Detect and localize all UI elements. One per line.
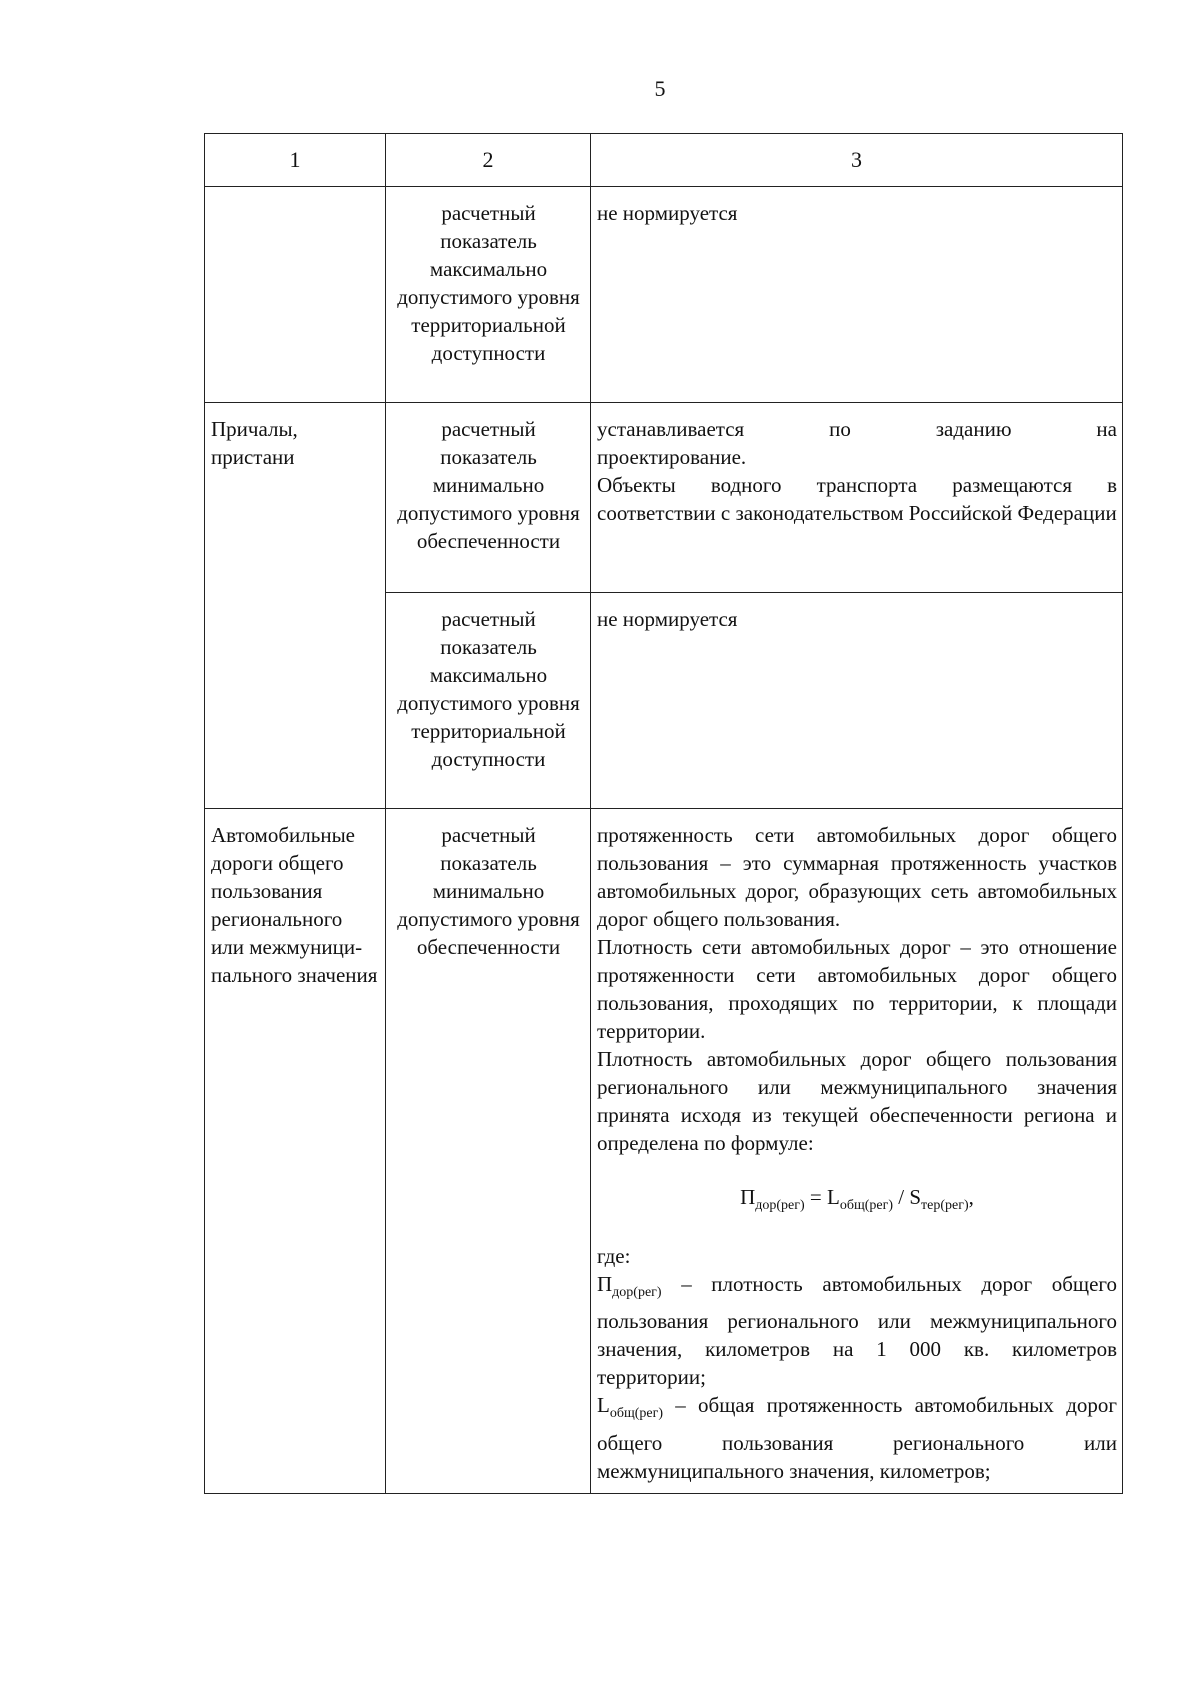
row1-value: не нормируется [591, 187, 1123, 403]
norms-table [204, 133, 1123, 1494]
object-berths: Причалы, пристани [205, 403, 386, 809]
header-col-2: 2 [386, 134, 591, 187]
page-number: 5 [654, 76, 666, 101]
density-formula: $П_{дор(рег)} = L_{общ(рег)} / S_{тер(рег)}$, [740, 1185, 974, 1214]
definition-density-symbol: $П_{дор(рег)}$ – плотность автомобильных дорог общего пользования регионального или межмуниципального значения, километров на 1 000 кв. километров территории; [597, 1272, 1117, 1390]
where-label: где: [597, 1244, 631, 1269]
row4-indicator: расчетный показатель минимально допустимого уровня обеспеченности [386, 809, 591, 1494]
row2-value [591, 403, 1123, 593]
object-roads: Автомобильные дороги общего пользования регионального или межмуници-пального значения [205, 809, 386, 1494]
row2-value-line2: проектирование. [597, 445, 747, 469]
table-row [205, 187, 1123, 403]
road-density-definition: Плотность сети автомобильных дорог – это отношение протяженности сети автомобильных дорог общего пользования, проходящих по территории, к площади территории. [597, 935, 1117, 1043]
table-row [205, 809, 1123, 1494]
row3-value: не нормируется [591, 593, 1123, 809]
road-network-definition: протяженность сети автомобильных дорог общего пользования – это суммарная протяженность участков автомобильных дорог, образующих сеть автомобильных дорог общего пользования. [597, 823, 1117, 931]
row1-indicator: расчетный показатель максимально допустимого уровня территориальной доступности [386, 187, 591, 403]
row2-value-paragraph2: Объекты водного транспорта размещаются в соответствии с законодательством Российской Федерации [597, 473, 1117, 525]
row4-value [591, 809, 1123, 1494]
header-col-3: 3 [591, 134, 1123, 187]
row3-indicator: расчетный показатель максимально допустимого уровня территориальной доступности [386, 593, 591, 809]
road-density-method: Плотность автомобильных дорог общего пользования регионального или межмуниципального значения принята исходя из текущей обеспеченности региона и определена по формуле: [597, 1047, 1117, 1155]
row2-indicator: расчетный показатель минимально допустимого уровня обеспеченности [386, 403, 591, 593]
header-col-1: 1 [205, 134, 386, 187]
definition-length-symbol: $L_{общ(рег)}$ – общая протяженность автомобильных дорог общего пользования регионального или межмуниципального значения, километров; [597, 1393, 1117, 1483]
row1-col1 [205, 187, 386, 403]
table-row [205, 403, 1123, 593]
table-header-row [205, 134, 1123, 187]
row2-value-line1: устанавливается по заданию на [597, 417, 1117, 441]
